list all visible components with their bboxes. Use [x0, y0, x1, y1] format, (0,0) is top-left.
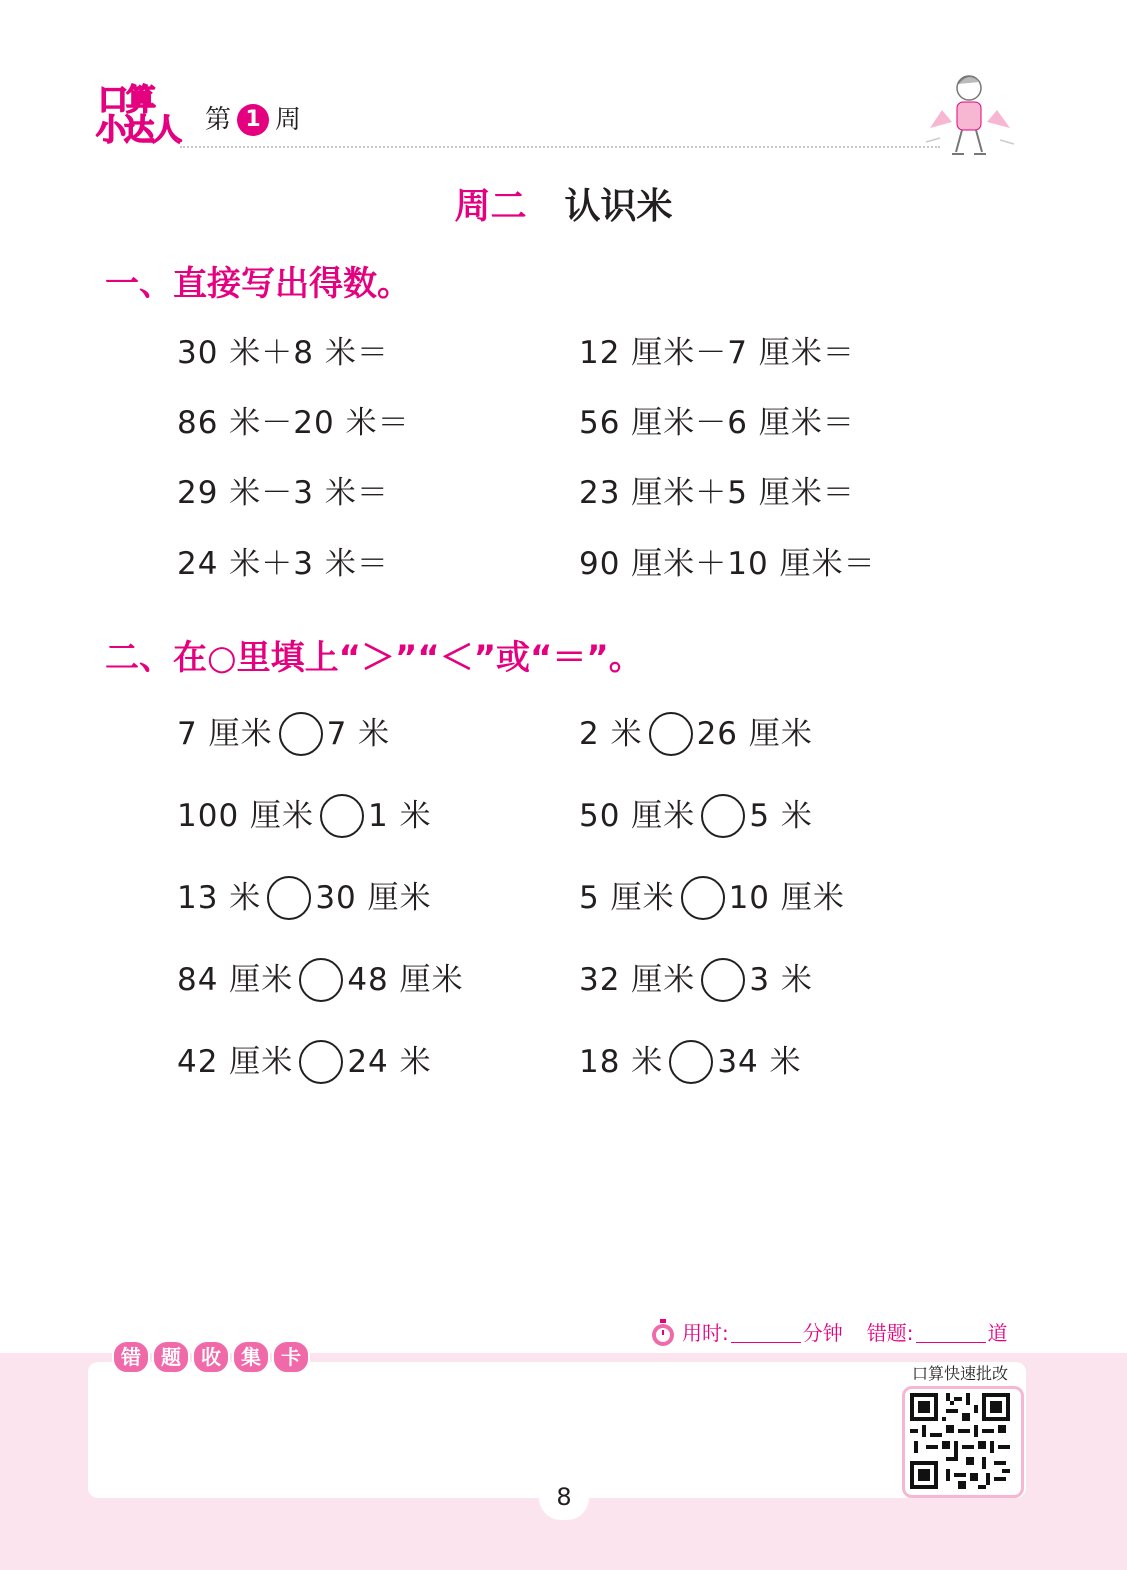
answer-circle[interactable]: [701, 794, 745, 838]
compare-item: [579, 712, 813, 756]
compare-right: 48 厘米: [347, 962, 464, 998]
calc-question: 29 米－3 米＝: [177, 475, 389, 511]
compare-right: 26 厘米: [696, 716, 813, 752]
answer-circle[interactable]: [320, 794, 364, 838]
qr-code-frame[interactable]: [902, 1386, 1024, 1498]
section2-heading: 二、在○里填上“＞”“＜”或“＝”。: [105, 638, 643, 678]
page-number: 8: [556, 1483, 572, 1511]
compare-left: 50 厘米: [579, 798, 696, 834]
compare-left: 100 厘米: [177, 798, 315, 834]
answer-circle[interactable]: [299, 1040, 343, 1084]
compare-left: 7 厘米: [177, 716, 273, 752]
compare-item: [579, 794, 813, 838]
answer-circle[interactable]: [299, 958, 343, 1002]
answer-circle[interactable]: [279, 712, 323, 756]
calc-question: 56 厘米－6 厘米＝: [579, 405, 855, 441]
compare-right: 24 米: [347, 1044, 432, 1080]
qr-code-icon: [910, 1393, 1010, 1489]
stopwatch-icon: [650, 1319, 676, 1347]
calc-question: 86 米－20 米＝: [177, 405, 410, 441]
tag-char: 卡: [272, 1340, 310, 1374]
compare-right: 3 米: [749, 962, 813, 998]
page-title: [0, 183, 1127, 231]
compare-item: [579, 1040, 802, 1084]
compare-left: 42 厘米: [177, 1044, 294, 1080]
compare-item: [177, 876, 432, 920]
errors-blank[interactable]: [916, 1324, 986, 1343]
logo: [96, 83, 180, 150]
compare-right: 1 米: [368, 798, 432, 834]
tag-char: 错: [112, 1340, 150, 1374]
calc-question: 24 米＋3 米＝: [177, 546, 389, 582]
error-card-tag: [112, 1340, 310, 1374]
calc-question: 90 厘米＋10 厘米＝: [579, 546, 876, 582]
answer-circle[interactable]: [267, 876, 311, 920]
compare-item: [177, 1040, 432, 1084]
compare-left: 32 厘米: [579, 962, 696, 998]
answer-circle[interactable]: [669, 1040, 713, 1084]
compare-item: [579, 876, 845, 920]
week-prefix: 第: [205, 105, 232, 135]
calc-question: 12 厘米－7 厘米＝: [579, 335, 855, 371]
compare-right: 10 厘米: [728, 880, 845, 916]
logo-line2: 小达人: [96, 113, 180, 148]
compare-item: [177, 794, 432, 838]
tag-char: 收: [192, 1340, 230, 1374]
compare-left: 5 厘米: [579, 880, 675, 916]
section1-heading: 一、直接写出得数。: [105, 264, 411, 304]
title-topic: 认识米: [564, 186, 673, 227]
calc-question: 30 米＋8 米＝: [177, 335, 389, 371]
week-indicator: [205, 103, 301, 137]
time-record: [650, 1318, 1008, 1348]
answer-circle[interactable]: [701, 958, 745, 1002]
errors-label: 错题:: [866, 1321, 914, 1345]
logo-line1: 口算: [98, 83, 154, 118]
title-day: 周二: [454, 186, 527, 227]
compare-item: [177, 958, 464, 1002]
time-blank[interactable]: [731, 1324, 801, 1343]
compare-left: 2 米: [579, 716, 643, 752]
calc-question: 23 厘米＋5 厘米＝: [579, 475, 855, 511]
errors-unit: 道: [987, 1321, 1008, 1345]
compare-item: [579, 958, 813, 1002]
tag-char: 题: [152, 1340, 190, 1374]
tag-char: 集: [232, 1340, 270, 1374]
time-unit: 分钟: [802, 1321, 843, 1345]
compare-left: 13 米: [177, 880, 262, 916]
compare-left: 84 厘米: [177, 962, 294, 998]
answer-circle[interactable]: [649, 712, 693, 756]
compare-right: 7 米: [326, 716, 391, 752]
superhero-mascot-icon: [922, 70, 1017, 160]
compare-right: 5 米: [749, 798, 813, 834]
time-label: 用时:: [682, 1321, 729, 1345]
compare-right: 30 厘米: [315, 880, 432, 916]
week-suffix: 周: [275, 105, 302, 135]
qr-label: 口算快速批改: [912, 1364, 1009, 1383]
week-number-badge: 1: [237, 104, 269, 136]
compare-right: 34 米: [717, 1044, 802, 1080]
header-divider: [180, 146, 940, 148]
compare-item: [177, 712, 390, 756]
answer-circle[interactable]: [681, 876, 725, 920]
compare-left: 18 米: [579, 1044, 664, 1080]
